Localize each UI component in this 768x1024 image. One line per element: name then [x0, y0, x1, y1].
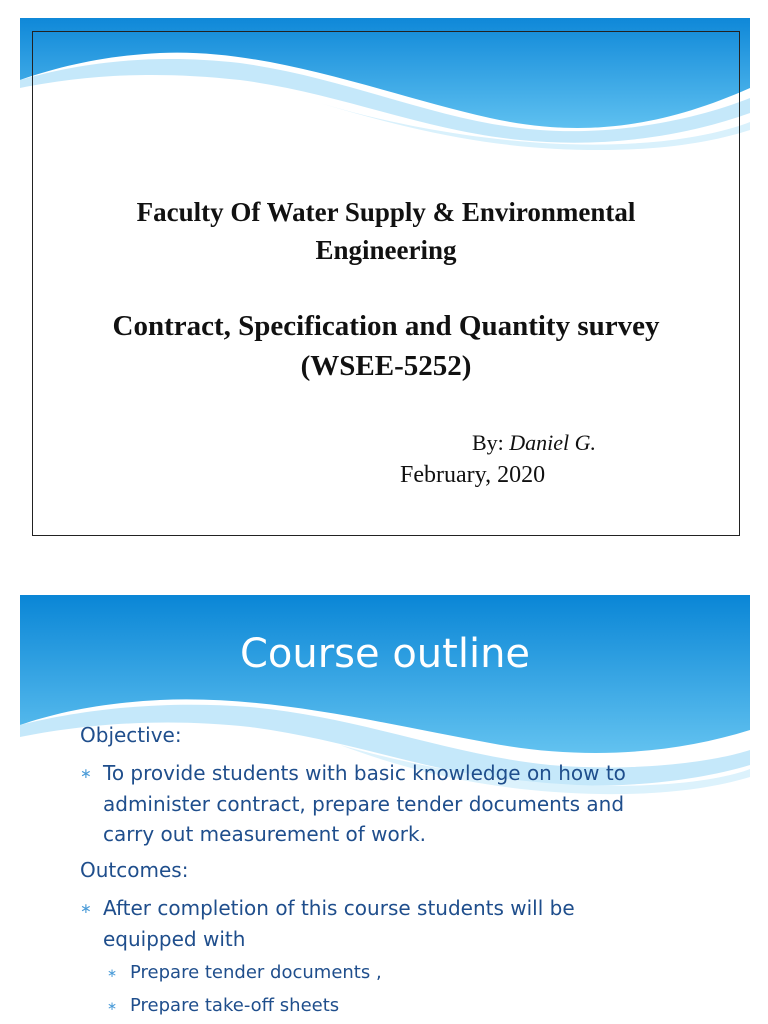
slide-title: Course outline — [239, 631, 531, 677]
objective-line: carry out measurement of work. — [103, 822, 426, 846]
objective-heading: Objective: — [80, 723, 182, 747]
objective-line: administer contract, prepare tender documents and — [103, 791, 625, 816]
sub-bullet-icon: ∗ — [107, 966, 118, 980]
objective-line: To provide students with basic knowledge on how to — [103, 761, 626, 785]
outcomes-heading: Outcomes: — [80, 858, 189, 882]
faculty-line-1: Faculty Of Water Supply & Environmental — [136, 197, 636, 227]
course-title — [32, 306, 740, 386]
course-name: Contract, Specification and Quantity survey — [112, 310, 660, 342]
bullet-icon: ∗ — [80, 766, 92, 782]
slide-border — [32, 31, 740, 536]
course-outline-slide — [20, 595, 750, 1024]
presentation-date: February, 2020 — [400, 462, 546, 488]
title-slide — [20, 18, 750, 548]
by-label: By: — [472, 430, 510, 455]
faculty-line-2: Engineering — [315, 235, 457, 265]
objective-text — [103, 758, 743, 850]
bullet-icon: ∗ — [80, 901, 92, 917]
outcomes-line: equipped with — [103, 926, 246, 951]
sub-item: Prepare take-off sheets — [130, 995, 340, 1016]
author-name: Daniel G. — [509, 430, 597, 455]
byline — [472, 430, 596, 456]
sub-item: Prepare tender documents , — [130, 962, 382, 983]
sub-bullet-icon: ∗ — [107, 999, 118, 1013]
outcomes-line: After completion of this course students will be — [103, 896, 575, 920]
faculty-title — [32, 193, 740, 269]
course-code: (WSEE-5252) — [300, 350, 472, 382]
outcomes-text — [103, 893, 743, 954]
